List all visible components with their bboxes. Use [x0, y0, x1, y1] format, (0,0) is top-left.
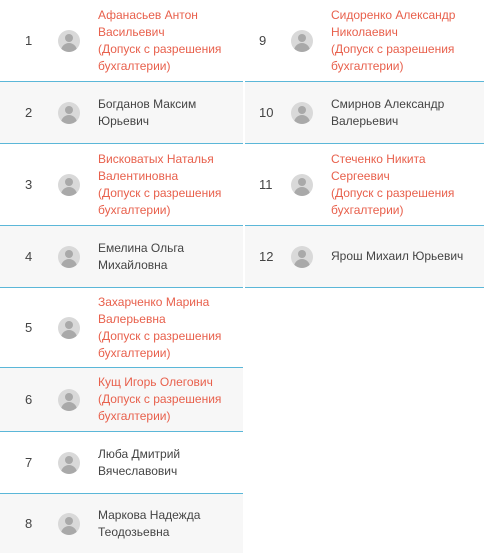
list-item[interactable]	[0, 432, 243, 494]
list-item[interactable]	[245, 144, 484, 226]
list-item[interactable]	[0, 494, 243, 553]
user-avatar-icon	[58, 174, 80, 196]
row-number: 7	[25, 455, 33, 470]
person-name[interactable]: Люба Дмитрий Вячеславович	[98, 446, 181, 478]
person-name[interactable]: Стеченко Никита Сергеевич (Допуск с разрешения бухгалтерии)	[331, 151, 455, 217]
user-avatar-icon	[58, 389, 80, 411]
row-number: 3	[25, 177, 33, 192]
row-number: 8	[25, 516, 33, 531]
list-item[interactable]	[0, 288, 243, 368]
list-item[interactable]	[0, 144, 243, 226]
row-number: 10	[259, 105, 274, 120]
row-number: 12	[259, 249, 274, 264]
row-number: 9	[259, 33, 267, 48]
user-avatar-icon	[58, 102, 80, 124]
staff-list-right	[245, 0, 484, 288]
person-name[interactable]: Сидоренко Александр Николаевич (Допуск с разрешения бухгалтерии)	[331, 7, 456, 73]
list-item[interactable]	[0, 368, 243, 432]
user-avatar-icon	[291, 102, 313, 124]
person-name[interactable]: Богданов Максим Юрьевич	[98, 96, 197, 128]
user-avatar-icon	[58, 317, 80, 339]
person-name[interactable]: Захарченко Марина Валерьевна (Допуск с разрешения бухгалтерии)	[98, 294, 222, 360]
user-avatar-icon	[58, 30, 80, 52]
list-item[interactable]	[0, 226, 243, 288]
person-name[interactable]: Смирнов Александр Валерьевич	[331, 96, 445, 128]
user-avatar-icon	[58, 513, 80, 535]
row-number: 4	[25, 249, 33, 264]
user-avatar-icon	[291, 30, 313, 52]
row-number: 11	[259, 177, 273, 192]
row-number: 5	[25, 320, 33, 335]
user-avatar-icon	[291, 246, 313, 268]
list-item[interactable]	[245, 82, 484, 144]
row-number: 2	[25, 105, 33, 120]
person-name[interactable]: Афанасьев Антон Васильевич (Допуск с разрешения бухгалтерии)	[98, 7, 222, 73]
user-avatar-icon	[58, 246, 80, 268]
person-name[interactable]: Маркова Надежда Теодозьевна	[98, 507, 201, 539]
person-name[interactable]: Емелина Ольга Михайловна	[98, 240, 185, 272]
list-item[interactable]	[0, 82, 243, 144]
row-number: 6	[25, 392, 33, 407]
list-item[interactable]	[245, 226, 484, 288]
row-number: 1	[25, 33, 33, 48]
person-name[interactable]: Висковатых Наталья Валентиновна (Допуск с разрешения бухгалтерии)	[98, 151, 222, 217]
user-avatar-icon	[291, 174, 313, 196]
user-avatar-icon	[58, 452, 80, 474]
person-name[interactable]: Ярош Михаил Юрьевич	[331, 249, 464, 263]
list-item[interactable]	[245, 0, 484, 82]
list-item[interactable]	[0, 0, 243, 82]
person-name[interactable]: Кущ Игорь Олегович (Допуск с разрешения бухгалтерии)	[98, 375, 222, 423]
